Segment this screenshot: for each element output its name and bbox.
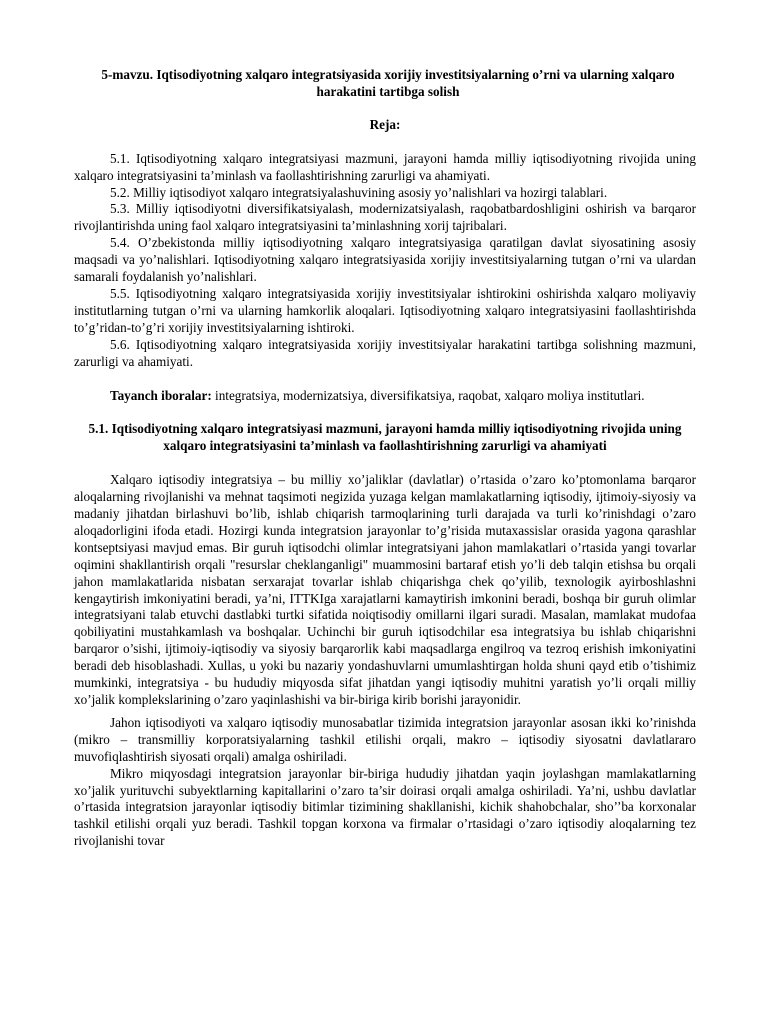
plan-item: 5.3. Milliy iqtisodiyotni diversifikatsiyalash, modernizatsiyalash, raqobatbardoshligini oshirish va barqaror rivojlantirishda uning faol xalqaro integratsiyasini ta’minlashning xorij tajribalari. [74, 201, 696, 234]
spacer [74, 371, 696, 388]
keywords-label: Tayanch iboralar: [110, 387, 212, 403]
spacer [74, 404, 696, 421]
section-title: 5.1. Iqtisodiyotning xalqaro integratsiyasi mazmuni, jarayoni hamda milliy iqtisodiyotning rivojida uning xalqaro integratsiyasini ta’minlash va faollashtirishning zarurligi va ahamiyati [88, 421, 682, 454]
keywords-text: integratsiya, modernizatsiya, diversifikatsiya, raqobat, xalqaro moliya institutlari. [211, 387, 645, 403]
document-title: 5-mavzu. Iqtisodiyotning xalqaro integratsiyasida xorijiy investitsiyalarning o’rni va ularning xalqaro harakatini tartibga solish [101, 67, 675, 99]
plan-item: 5.2. Milliy iqtisodiyot xalqaro integratsiyalashuvining asosiy yo’nalishlari va hozirgi talablari. [110, 184, 608, 200]
plan-item: 5.4. O’zbekistonda milliy iqtisodiyotning xalqaro integratsiyasiga qaratilgan davlat siyosatining asosiy maqsadi va yo’nalishlari. Iqtisodiyotning xalqaro integratsiyasida xorijiy investitsiyalarning tutgan o’rni va ulardan samarali foydalanish yo’nalishlari. [74, 235, 696, 285]
plan-heading: Reja: [369, 116, 401, 132]
body-paragraph: Xalqaro iqtisodiy integratsiya – bu milliy xo’jaliklar (davlatlar) o’rtasida o’zaro ko’ptomonlama barqaror aloqalarning rivojlanishi va mehnat taqsimoti negizida yuzaga kelgan mamlakatlarning iqtisodiy, ijtimoiy-siyosiy va madaniy jihatdan birlashuvi bo’lib, ishlab chiqarish tarmoqlarining turli darajada va turli ko’rinishdagi o’zaro aloqadorligini ifoda etadi. Hozirgi kunda integratsion jarayonlar to’g’risida mutaxassislar orasida yagona qarashlar kontseptsiyasi mavjud emas. Bir guruh iqtisodchi olimlar integratsiyani jahon mamlakatlari o’rtasida yangi tovarlar oqimini shakllantirish orqali "resurslar cheklanganligi" muammosini bartaraf etish yo’li deb talqin etishsa bu orqali jahon mamlakatlarida nisbatan serxarajat tovarlar ishlab chiqarishga chek qo’yilib, texnologik ayirboshlashni kengaytirish imkoniyatini beradi, ya’ni, ITTKIga xarajatlarni kamaytirish imkonini beradi, boshqa bir guruh olimlar integratsiyani talab etuvchi dastlabki turtki sifatida noiqtisodiy omillarni ilgari suradi. Masalan, mamlakat mudofaa qobiliyatini mustahkamlash va boshqalar. Uchinchi bir guruh iqtisodchilar esa integratsiya bu ishlab chiqarishni barqaror o’sishi, ijtimoiy-iqtisodiy va siyosiy barqarorlik kabi maqsadlarga engilroq va tezroq erishish imkoniyatini beradi deb hisoblashadi. Xullas, u yoki bu nazariy yondashuvlarni umumlashtirgan holda shuni qayd etib o’tishimiz mumkinki, integratsiya - bu hududiy miqyosda sifat jihatdan yangi iqtisodiy muhitni yaratish yo’li orqali milliy xo’jalik komplekslarining o’zaro yaqinlashishi va bir-biriga kirib borishi jarayonidir. [74, 472, 696, 707]
spacer [74, 455, 696, 472]
document-page [74, 67, 696, 850]
body-paragraph: Mikro miqyosdagi integratsion jarayonlar bir-biriga hududiy jihatdan yaqin joylashgan mamlakatlarning xo’jalik yurituvchi subyektlarning kapitallarini o’zaro ta’sir doirasi orqali amalga oshiriladi. Ya’ni, ushbu davlatlar o’rtasida integratsion jarayonlar iqtisodiy bitimlar tizimining shakllanishi, kichik shahobchalar, sho’’ba korxonalar tashkil etilishi orqali yuz beradi. Tashkil topgan korxona va firmalar o’rtasidagi o’zaro iqtisodiy aloqalarning tez rivojlanishi tovar [74, 765, 696, 849]
plan-item: 5.1. Iqtisodiyotning xalqaro integratsiyasi mazmuni, jarayoni hamda milliy iqtisodiyotning rivojida uning xalqaro integratsiyasini ta’minlash va faollashtirishning zarurligi va ahamiyati. [74, 150, 696, 183]
plan-item: 5.6. Iqtisodiyotning xalqaro integratsiyasida xorijiy investitsiyalar harakatini tartibga solishning mazmuni, zarurligi va ahamiyati. [74, 336, 696, 369]
body-paragraph: Jahon iqtisodiyoti va xalqaro iqtisodiy munosabatlar tizimida integratsion jarayonlar asosan ikki ko’rinishda (mikro – transmilliy korporatsiyalarning tashkil etilishi orqali, makro – iqtisodiy siyosatni davlatlararo muvofiqlashtirish siyosati orqali) amalga oshiriladi. [74, 714, 696, 764]
plan-item: 5.5. Iqtisodiyotning xalqaro integratsiyasida xorijiy investitsiyalar ishtirokini oshirishda xalqaro moliyaviy institutlarning tutgan o’rni va ularning hamkorlik aloqalari. Iqtisodiyotning xalqaro integratsiyasini faollashtirishda to’g’ridan-to’g’ri xorijiy investitsiyalarning ishtiroki. [74, 285, 696, 335]
plan-list [74, 151, 696, 371]
keywords-paragraph [74, 388, 696, 405]
